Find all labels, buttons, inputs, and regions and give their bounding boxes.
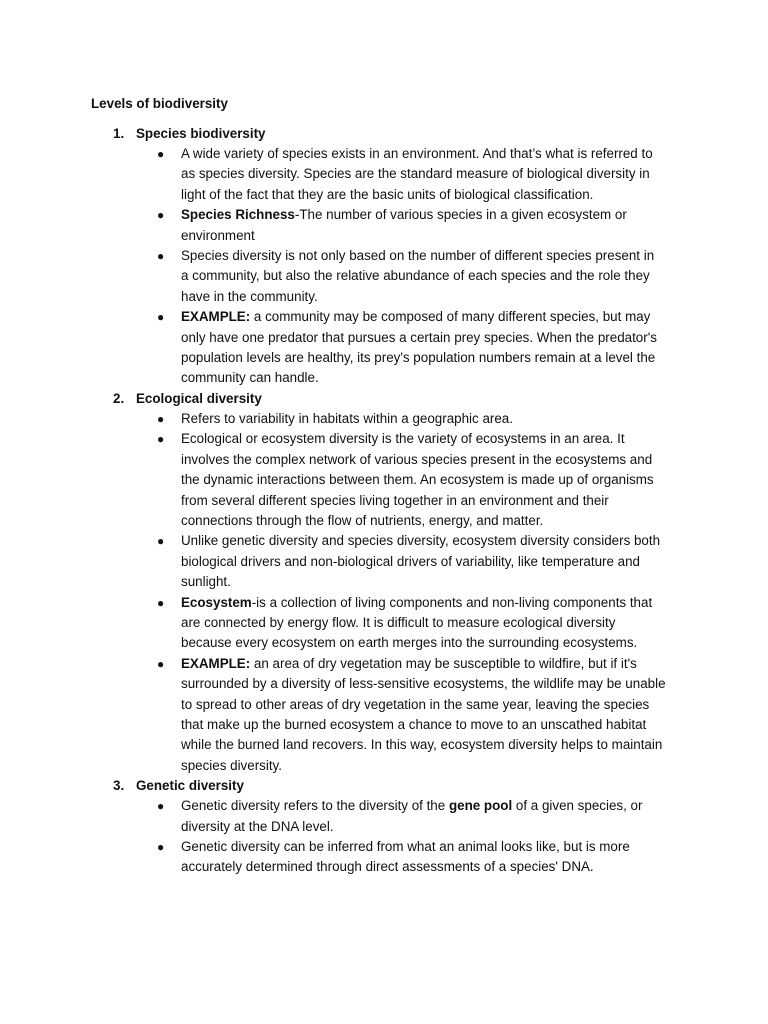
bullet-icon: ● — [157, 656, 165, 671]
text-line — [181, 429, 678, 449]
section-list — [0, 124, 768, 878]
text-run: species diversity. — [181, 757, 282, 773]
text-line — [181, 695, 678, 715]
list-item — [0, 429, 678, 531]
bold-term: Ecosystem — [181, 594, 252, 610]
text-run: connections through the flow of nutrients, energy, and matter. — [181, 512, 544, 528]
text-run: Refers to variability in habitats within a geographic area. — [181, 410, 513, 426]
text-run: Species diversity is not only based on the number of different species present in — [181, 248, 655, 264]
list-item — [0, 593, 678, 654]
text-run: from several different species living together in an environment and their — [181, 492, 609, 508]
section-2 — [0, 389, 768, 776]
list-item — [0, 307, 678, 389]
bullet-icon: ● — [157, 595, 165, 610]
section-number: 1. — [113, 126, 125, 141]
text-line — [181, 837, 678, 857]
text-line — [181, 348, 678, 368]
text-line — [181, 470, 678, 490]
text-run: to spread to other areas of dry vegetation in the same year, leaving the species — [181, 696, 650, 712]
text-run: diversity at the DNA level. — [181, 818, 334, 834]
text-line — [181, 266, 678, 286]
list-item — [0, 409, 678, 429]
text-run: an area of dry vegetation may be susceptible to wildfire, but if it's — [250, 655, 637, 671]
text-line — [181, 287, 678, 307]
section-heading-text: Species biodiversity — [136, 126, 266, 141]
text-run: Ecological or ecosystem diversity is the variety of ecosystems in an area. It — [181, 431, 625, 447]
document-title: Levels of biodiversity — [91, 96, 228, 111]
list-item — [0, 205, 678, 246]
bullet-icon: ● — [157, 208, 165, 223]
text-run: accurately determined through direct assessments of a species' DNA. — [181, 859, 594, 875]
bullet-list — [0, 409, 768, 776]
bold-term: Species Richness — [181, 207, 295, 223]
text-run: have in the community. — [181, 288, 318, 304]
section-heading — [0, 124, 768, 144]
section-heading-text: Ecological diversity — [136, 390, 262, 406]
bullet-icon: ● — [157, 840, 165, 854]
text-line — [181, 674, 678, 694]
bullet-icon: ● — [157, 310, 165, 325]
text-run: a community may be composed of many different species, but may — [250, 309, 651, 325]
text-line — [181, 450, 678, 470]
text-run: A wide variety of species exists in an environment. And that’s what is referred to — [181, 146, 653, 161]
section-heading — [0, 776, 768, 796]
text-line — [181, 857, 678, 877]
text-run: surrounded by a diversity of less-sensitive ecosystems, the wildlife may be unable — [181, 676, 666, 692]
text-run: as species diversity. Species are the standard measure of biological diversity in — [181, 166, 650, 182]
text-line — [181, 613, 678, 633]
text-run: are connected by energy flow. It is difficult to measure ecological diversity — [181, 614, 616, 630]
list-item — [0, 144, 678, 205]
text-line — [181, 491, 678, 511]
text-line — [181, 572, 678, 592]
bold-term: EXAMPLE: — [181, 655, 251, 671]
text-run: while the burned land recovers. In this way, ecosystem diversity helps to maintain — [181, 737, 663, 753]
text-run: a community, but also the relative abundance of each species and the role they — [181, 268, 650, 284]
bullet-icon: ● — [157, 534, 165, 549]
list-item — [0, 796, 678, 837]
text-line — [181, 368, 678, 388]
text-line — [181, 307, 678, 327]
bullet-icon: ● — [157, 249, 165, 264]
text-line — [181, 735, 678, 755]
text-run: biological drivers and non-biological drivers of variability, like temperature and — [181, 553, 640, 569]
list-item — [0, 654, 678, 776]
text-run: -The number of various species in a given ecosystem or — [294, 207, 627, 223]
text-line — [181, 246, 678, 266]
text-line — [181, 531, 678, 551]
text-line — [181, 226, 678, 246]
text-run: involves the complex network of various species present in the ecosystems and — [181, 451, 653, 467]
section-heading-text: Genetic diversity — [136, 778, 244, 794]
section-heading — [0, 389, 768, 409]
bullet-icon: ● — [157, 432, 165, 447]
list-item — [0, 246, 678, 307]
text-line — [181, 654, 678, 674]
text-run: Unlike genetic diversity and species diversity, ecosystem diversity considers both — [181, 533, 661, 549]
text-run: population levels are healthy, its prey's population numbers remain at a level the — [181, 350, 656, 366]
bullet-list — [0, 796, 768, 878]
text-line — [181, 144, 678, 164]
text-line — [181, 511, 678, 531]
text-run: community can handle. — [181, 370, 319, 386]
text-line — [181, 409, 678, 429]
text-line — [181, 164, 678, 184]
text-line — [181, 715, 678, 735]
text-run: Genetic diversity refers to the diversity of the — [181, 798, 449, 814]
list-item — [0, 531, 678, 592]
text-run: the dynamic interactions between them. An ecosystem is made up of organisms — [181, 472, 654, 488]
text-run: Genetic diversity can be inferred from what an animal looks like, but is more — [181, 839, 630, 854]
text-run: because every ecosystem on earth merges into the surrounding ecosystems. — [181, 635, 638, 651]
section-number: 3. — [113, 778, 125, 794]
bullet-list — [0, 144, 768, 389]
section-number: 2. — [113, 390, 125, 406]
text-run: only have one predator that pursues a certain prey species. When the predator's — [181, 329, 657, 345]
text-run: -is a collection of living components and non-living components that — [251, 594, 653, 610]
text-run: sunlight. — [181, 574, 231, 590]
text-run: of a given species, or — [512, 798, 643, 814]
text-line — [181, 552, 678, 572]
text-line — [181, 796, 678, 816]
text-line — [181, 817, 678, 837]
list-item — [0, 837, 678, 878]
text-run: that make up the burned ecosystem a chance to move to an unscathed habitat — [181, 716, 647, 732]
section-3 — [0, 776, 768, 878]
text-run: environment — [181, 227, 255, 243]
text-run: light of the fact that they are the basic units of biological classification. — [181, 186, 594, 202]
text-line — [181, 185, 678, 205]
text-line — [181, 756, 678, 776]
bold-term: gene pool — [448, 798, 513, 814]
text-line — [181, 593, 678, 613]
bullet-icon: ● — [157, 147, 165, 161]
text-line — [181, 205, 678, 225]
text-line — [181, 328, 678, 348]
bold-term: EXAMPLE: — [181, 309, 251, 325]
text-line — [181, 633, 678, 653]
bullet-icon: ● — [157, 799, 165, 814]
section-1 — [0, 124, 768, 389]
bullet-icon: ● — [157, 411, 165, 426]
